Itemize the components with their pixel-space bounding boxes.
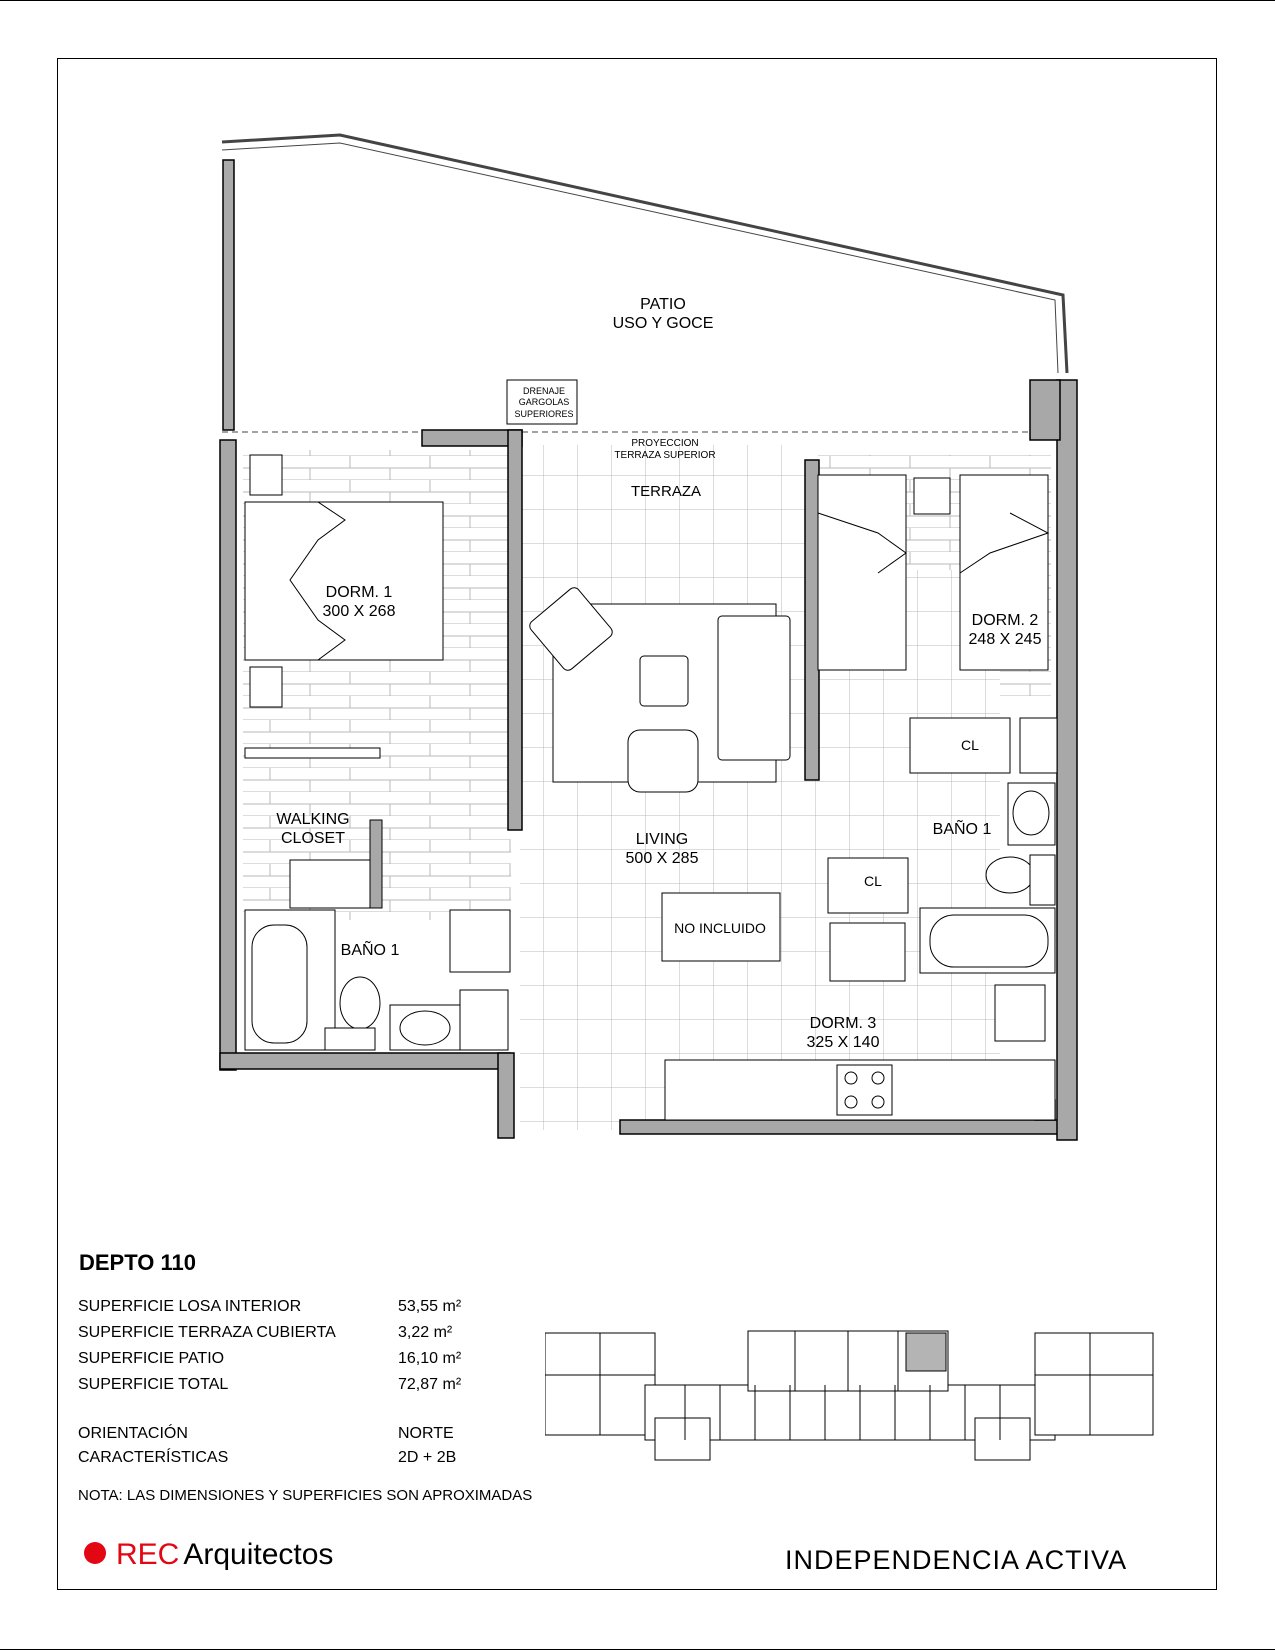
drainage-label-3: SUPERIORES (514, 409, 574, 419)
disclaimer-note: NOTA: LAS DIMENSIONES Y SUPERFICIES SON APROXIMADAS (78, 1487, 533, 1504)
orientation-value: NORTE (398, 1425, 454, 1442)
area-label-total: SUPERFICIE TOTAL (78, 1376, 229, 1393)
logo-red-text: REC (116, 1538, 180, 1571)
terrace-label: TERRAZA (630, 483, 702, 500)
area-label-covered-terrace: SUPERFICIE TERRAZA CUBIERTA (78, 1324, 336, 1341)
living-dimensions: 500 X 285 (625, 850, 699, 867)
patio-sub-label: USO Y GOCE (612, 315, 714, 332)
projection-label-1: PROYECCION (631, 438, 699, 449)
dorm1-label: DORM. 1 (325, 584, 393, 601)
dorm3-label: DORM. 3 (809, 1015, 877, 1032)
closet-label-upper: CL (961, 737, 979, 753)
drainage-label-2: GARGOLAS (518, 397, 570, 407)
closet-label-lower: CL (864, 873, 882, 889)
area-label-interior: SUPERFICIE LOSA INTERIOR (78, 1298, 302, 1315)
area-value-patio: 16,10 m² (398, 1350, 462, 1367)
logo-black-text: Arquitectos (183, 1538, 334, 1571)
features-label: CARACTERÍSTICAS (78, 1449, 229, 1466)
dorm2-label: DORM. 2 (971, 612, 1039, 629)
projection-label-2: TERRAZA SUPERIOR (614, 450, 716, 461)
drainage-label-1: DRENAJE (522, 386, 566, 396)
dorm3-dimensions: 325 X 140 (806, 1034, 880, 1051)
project-name: INDEPENDENCIA ACTIVA (785, 1545, 1128, 1575)
area-value-interior: 53,55 m² (398, 1298, 462, 1315)
dining-not-included-label: NO INCLUIDO (674, 920, 766, 936)
area-label-patio: SUPERFICIE PATIO (78, 1350, 225, 1367)
unit-title: DEPTO 110 (79, 1250, 196, 1275)
area-value-total: 72,87 m² (398, 1376, 462, 1393)
dorm1-dimensions: 300 X 268 (322, 603, 396, 620)
terrace-floor (520, 445, 810, 570)
building-key-plan (545, 1303, 1155, 1468)
features-value: 2D + 2B (398, 1449, 457, 1466)
patio-railing (222, 135, 1067, 452)
unit-location-highlight (906, 1333, 946, 1371)
patio-label: PATIO (640, 296, 686, 313)
orientation-label: ORIENTACIÓN (78, 1425, 188, 1442)
bathroom-right-label: BAÑO 1 (932, 821, 992, 838)
living-label: LIVING (635, 831, 689, 848)
area-value-covered-terrace: 3,22 m² (398, 1324, 453, 1341)
walking-closet-label-2: CLOSET (280, 830, 346, 847)
bathroom-left-label: BAÑO 1 (340, 942, 400, 959)
logo-dot-icon (84, 1542, 106, 1564)
dorm2-dimensions: 248 X 245 (968, 631, 1042, 648)
firm-logo (84, 1538, 333, 1572)
walking-closet-label-1: WALKING (276, 811, 350, 828)
